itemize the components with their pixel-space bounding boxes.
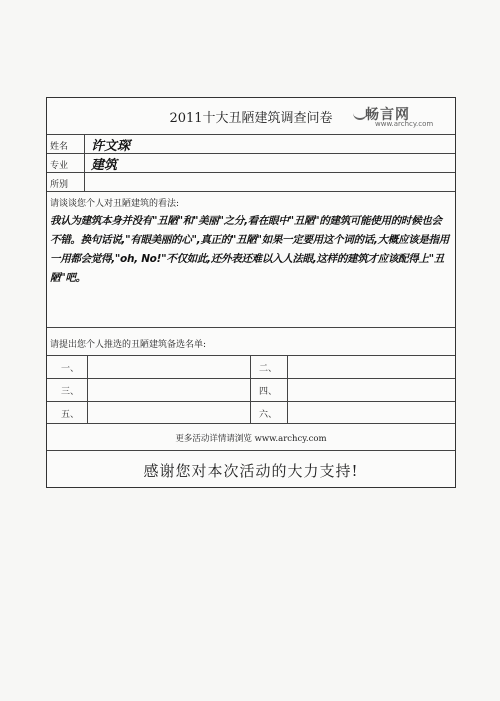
footer-link-text: 更多活动详情请浏览 www.archcy.com — [175, 434, 327, 444]
grid-divider — [250, 402, 251, 423]
grid-divider — [250, 379, 251, 401]
logo-name: 畅言网 — [365, 107, 410, 123]
form-title: 2011十大丑陋建筑调查问卷 — [169, 111, 333, 126]
slot-5-label: 五、 — [61, 410, 80, 420]
logo-url: www.archcy.com — [375, 120, 434, 128]
major-label: 专业 — [47, 154, 85, 172]
name-value: 许文琛 — [91, 139, 131, 154]
grid-divider — [287, 402, 288, 423]
opinion-prompt: 请谈谈您个人对丑陋建筑的看法: — [50, 199, 180, 209]
candidates-row-1 — [47, 355, 455, 378]
candidates-grid — [47, 355, 455, 424]
opinion-section — [47, 192, 455, 328]
grid-divider — [250, 356, 251, 378]
slot-6-label: 六、 — [259, 410, 278, 420]
grid-divider — [287, 379, 288, 401]
candidates-prompt: 请提出您个人推选的丑陋建筑备选名单: — [50, 340, 207, 350]
major-value: 建筑 — [91, 158, 118, 173]
form-header — [47, 98, 455, 135]
grid-divider — [87, 356, 88, 378]
archcy-logo — [353, 104, 443, 130]
school-label: 所别 — [47, 173, 85, 191]
slot-4-label: 四、 — [259, 387, 278, 397]
thanks-text: 感谢您对本次活动的大力支持! — [143, 462, 359, 480]
grid-divider — [87, 402, 88, 423]
candidates-row-3 — [47, 401, 455, 424]
slot-2-label: 二、 — [259, 364, 278, 374]
school-row — [47, 173, 455, 192]
candidates-row-2 — [47, 378, 455, 401]
footer-row — [47, 424, 455, 451]
survey-form — [46, 97, 456, 488]
slot-1-label: 一、 — [61, 364, 80, 374]
name-row — [47, 135, 455, 154]
major-row — [47, 154, 455, 173]
grid-divider — [87, 379, 88, 401]
grid-divider — [287, 356, 288, 378]
name-label: 姓名 — [47, 135, 85, 153]
slot-3-label: 三、 — [61, 387, 80, 397]
opinion-answer: 我认为建筑本身并没有"丑陋"和"美丽"之分,看在眼中"丑陋"的建筑可能使用的时候也会不错。换句话说,"有眼美丽的心",真正的"丑陋"如果一定要用这个词的话,大概应该是指用一用都会觉得,"oh, No!"不仅如此,还外表还难以入人法眼,这样的建筑才应该配得上"丑陋"吧。 — [50, 215, 449, 284]
